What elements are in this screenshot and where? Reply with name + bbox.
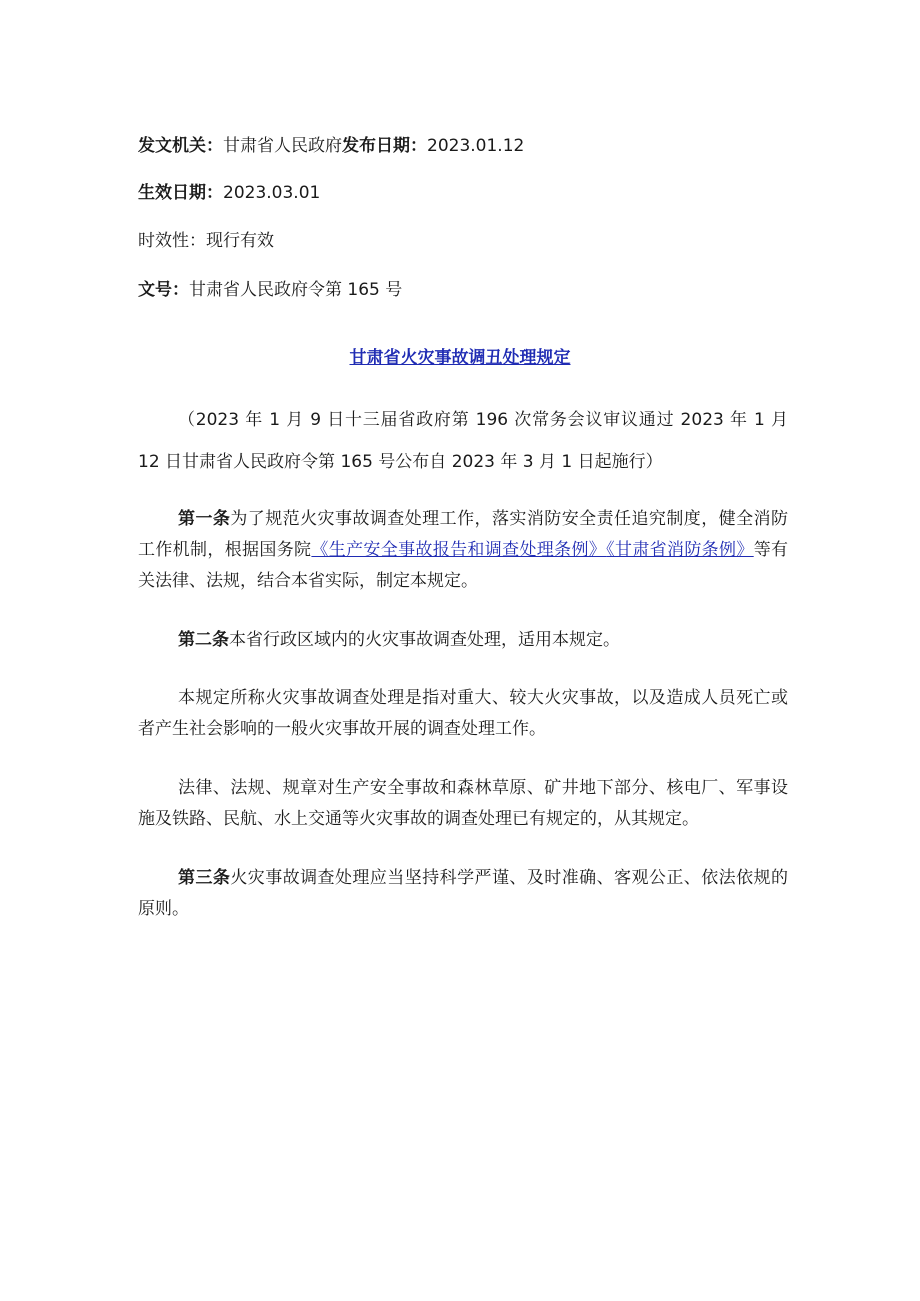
docno-value: 甘肃省人民政府令第 165 号 bbox=[189, 280, 403, 300]
article-1-text-a: 为了规范火灾事故调查处理工作，落实消防安全责任追究制度，健全消防工作机制，根据国务院 bbox=[138, 509, 789, 560]
meeting-note: （2023 年 1 月 9 日十三届省政府第 196 次常务会议审议通过 2023 年 1 月 12 日甘肃省人民政府令第 165 号公布自 2023 年 3 月 1 日起施行） bbox=[138, 410, 788, 472]
article-3-text: 火灾事故调查处理应当坚持科学严谨、及时准确、客观公正、依法依规的原则。 bbox=[138, 868, 789, 919]
article-2-text: 本省行政区域内的火灾事故调查处理，适用本规定。 bbox=[229, 630, 620, 650]
meta-effective-line bbox=[138, 181, 320, 205]
validity-value: 现行有效 bbox=[206, 231, 274, 251]
publish-date-value: 2023.01.12 bbox=[427, 136, 525, 156]
article-2 bbox=[138, 625, 788, 656]
article-1-text-b: 等有关法律、法规，结合本省实际，制定本规定。 bbox=[138, 540, 789, 591]
validity-label: 时效性： bbox=[138, 231, 206, 251]
article-1-heading: 第一条 bbox=[178, 509, 231, 529]
meta-docno-line bbox=[138, 278, 402, 302]
effective-date-label: 生效日期： bbox=[138, 183, 223, 203]
regulation-link-1[interactable]: 《生产安全事故报告和调查处理条例》 bbox=[311, 540, 607, 560]
article-2-para-3: 法律、法规、规章对生产安全事故和森林草原、矿井地下部分、核电厂、军事设施及铁路、民航、水上交通等火灾事故的调查处理已有规定的，从其规定。 bbox=[138, 778, 788, 829]
article-2-heading: 第二条 bbox=[178, 630, 229, 650]
article-1 bbox=[138, 504, 788, 597]
regulation-link-2[interactable]: 《甘肃省消防条例》 bbox=[606, 540, 754, 560]
article-3-heading: 第三条 bbox=[178, 868, 231, 888]
meta-validity-line bbox=[138, 229, 274, 253]
docno-label: 文号： bbox=[138, 280, 189, 300]
document-title[interactable]: 甘肃省火灾事故调丑处理规定 bbox=[349, 348, 571, 368]
publish-date-label: 发布日期： bbox=[342, 136, 427, 156]
issuer-label: 发文机关： bbox=[138, 136, 223, 156]
meta-issuer-line bbox=[138, 134, 524, 158]
effective-date-value: 2023.03.01 bbox=[223, 183, 321, 203]
article-3 bbox=[138, 863, 788, 925]
article-2-para-2: 本规定所称火灾事故调查处理是指对重大、较大火灾事故，以及造成人员死亡或者产生社会影响的一般火灾事故开展的调查处理工作。 bbox=[138, 688, 788, 739]
issuer-value: 甘肃省人民政府 bbox=[223, 136, 342, 156]
